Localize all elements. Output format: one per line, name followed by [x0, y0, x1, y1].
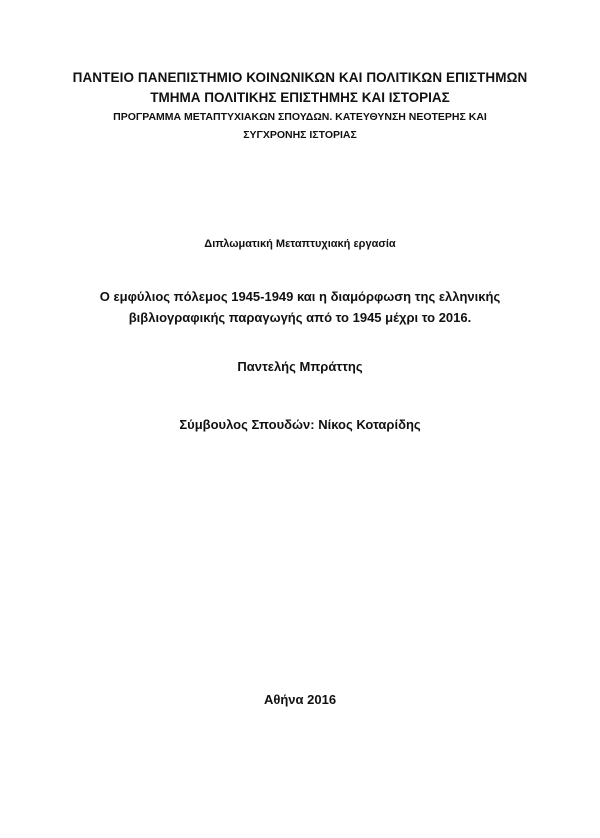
university-name: ΠΑΝΤΕΙΟ ΠΑΝΕΠΙΣΤΗΜΙΟ ΚΟΙΝΩΝΙΚΩΝ ΚΑΙ ΠΟΛΙΤΙΚΩΝ ΕΠΙΣΤΗΜΩΝ: [72, 70, 528, 85]
advisor-name: Σύμβουλος Σπουδών: Νίκος Κοταρίδης: [179, 417, 421, 432]
thesis-title-line-1: Ο εμφύλιος πόλεμος 1945-1949 και η διαμόρφωση της ελληνικής: [99, 289, 501, 304]
place-and-year: Αθήνα 2016: [263, 692, 337, 707]
thesis-type: Διπλωματική Μεταπτυχιακή εργασία: [204, 238, 396, 250]
program-name-line-2: ΣΥΓΧΡΟΝΗΣ ΙΣΤΟΡΙΑΣ: [243, 129, 357, 141]
department-name: ΤΜΗΜΑ ΠΟΛΙΤΙΚΗΣ ΕΠΙΣΤΗΜΗΣ ΚΑΙ ΙΣΤΟΡΙΑΣ: [150, 90, 450, 105]
program-name-line-1: ΠΡΟΓΡΑΜΜΑ ΜΕΤΑΠΤΥΧΙΑΚΩΝ ΣΠΟΥΔΩΝ. ΚΑΤΕΥΘΥΝΣΗ ΝΕΟΤΕΡΗΣ ΚΑΙ: [113, 111, 487, 123]
thesis-title-line-2: βιβλιογραφικής παραγωγής από το 1945 μέχρι το 2016.: [128, 310, 472, 325]
author-name: Παντελής Μπράττης: [237, 359, 363, 374]
